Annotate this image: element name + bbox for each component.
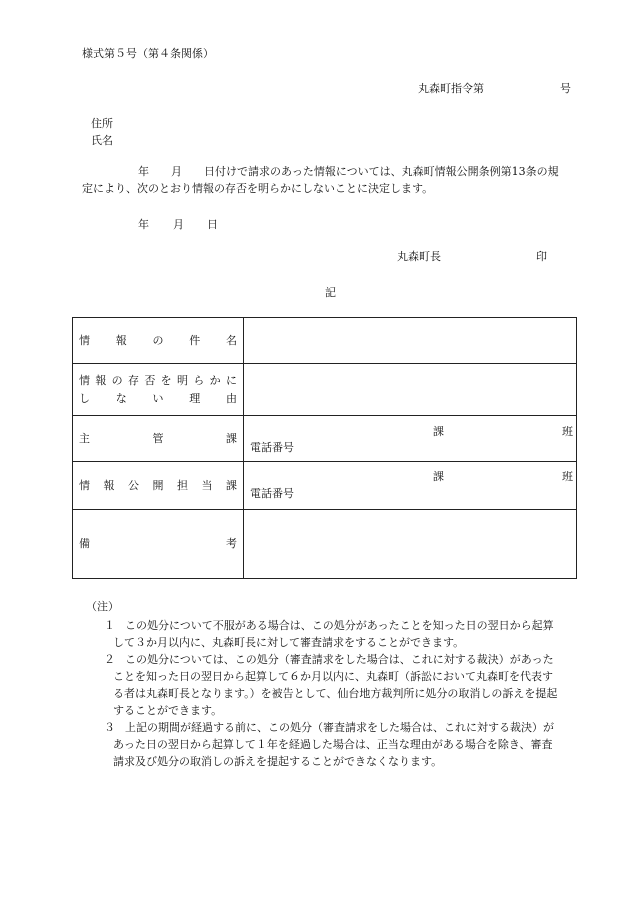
notes-heading: （注） xyxy=(86,600,119,613)
label-char: 開 xyxy=(152,478,164,492)
label-char: 理 xyxy=(189,392,201,405)
mayor-title: 丸森町長 xyxy=(397,250,441,263)
label-char: 主 xyxy=(79,431,90,445)
label-char: 報 xyxy=(103,478,115,492)
label-char: い xyxy=(152,392,164,405)
label-char: 情 xyxy=(79,333,90,347)
table-row-department xyxy=(73,416,577,462)
label-char: 管 xyxy=(152,431,164,445)
label-char: 当 xyxy=(201,478,213,492)
note-line: して３か月以内に、丸森町長に対して審査請求をすることができます。 xyxy=(113,636,465,650)
disclosure-section-label: 課 xyxy=(433,470,444,483)
label-char: し xyxy=(79,392,90,405)
intro-line-1: 年 月 日付けで請求のあった情報については、丸森町情報公開条例第13条の規 xyxy=(138,165,559,178)
reason-label-line-2 xyxy=(73,391,243,406)
label-char: の xyxy=(152,333,164,347)
label-char: ら xyxy=(193,373,205,387)
table-row-disclosure-department xyxy=(73,462,577,510)
label-char: 課 xyxy=(226,478,237,492)
date-year: 年 xyxy=(138,218,149,231)
note-line: あった日の翌日から起算して１年を経過した場合は、正当な理由がある場合を除き、審査 xyxy=(113,738,553,752)
label-char: を xyxy=(160,373,172,387)
reason-label-cell xyxy=(73,364,244,416)
note-line: この処分について不服がある場合は、この処分があったことを知った日の翌日から起算 xyxy=(125,619,554,633)
department-label-cell xyxy=(73,416,244,462)
information-table xyxy=(72,317,577,579)
directive-number-prefix: 丸森町指令第 xyxy=(418,82,484,95)
label-char: 報 xyxy=(95,373,107,387)
label-char: 明 xyxy=(176,373,188,387)
note-line: することができます。 xyxy=(113,704,223,718)
disclosure-phone-label: 電話番号 xyxy=(250,487,294,500)
label-char: 課 xyxy=(226,431,237,445)
remarks-value-cell xyxy=(244,510,577,579)
department-section-label: 課 xyxy=(433,425,444,438)
department-team-label: 班 xyxy=(562,425,573,438)
label-char: に xyxy=(225,373,237,387)
remarks-label xyxy=(73,536,243,551)
label-char: 由 xyxy=(226,392,237,405)
table-row-remarks xyxy=(73,510,577,579)
subject-label-cell xyxy=(73,318,244,364)
intro-line-2: 定により、次のとおり情報の存否を明らかにしないことに決定します。 xyxy=(82,182,434,195)
label-char: 報 xyxy=(115,333,127,347)
address-label: 住所 xyxy=(91,117,113,130)
disclosure-department-value-cell xyxy=(244,462,577,510)
note-number: ３ xyxy=(104,721,115,735)
note-line: この処分については、この処分（審査請求をした場合は、これに対する裁決）があった xyxy=(125,653,554,667)
note-line: 請求及び処分の取消しの訴えを提起することができなくなります。 xyxy=(113,755,443,769)
label-char: の xyxy=(111,373,123,387)
subject-value-cell xyxy=(244,318,577,364)
note-line: ことを知った日の翌日から起算して６か月以内に、丸森町（訴訟において丸森町を代表す xyxy=(113,670,553,684)
subject-label xyxy=(73,333,243,348)
label-char: 情 xyxy=(79,478,90,492)
label-char: か xyxy=(209,373,221,387)
note-item xyxy=(86,719,586,770)
label-char: 否 xyxy=(144,373,156,387)
reason-value-cell xyxy=(244,364,577,416)
table-row-subject xyxy=(73,318,577,364)
name-label: 氏名 xyxy=(91,134,113,147)
department-phone-label: 電話番号 xyxy=(250,441,294,454)
note-line: る者は丸森町長となります。）を被告として、仙台地方裁判所に処分の取消しの訴えを提起 xyxy=(113,687,558,701)
date-month: 月 xyxy=(173,218,184,231)
note-item xyxy=(86,651,586,719)
label-char: 備 xyxy=(79,537,90,551)
notes-section xyxy=(86,598,586,770)
table-row-reason xyxy=(73,364,577,416)
note-number: ２ xyxy=(104,653,115,667)
ki-marker: 記 xyxy=(325,286,336,299)
directive-number-suffix: 号 xyxy=(560,82,571,95)
label-char: 存 xyxy=(127,373,139,387)
department-label xyxy=(73,431,243,446)
disclosure-department-label xyxy=(73,478,243,493)
disclosure-department-label-cell xyxy=(73,462,244,510)
label-char: 情 xyxy=(79,373,90,387)
note-number: １ xyxy=(104,619,115,633)
label-char: 名 xyxy=(226,333,237,347)
label-char: な xyxy=(115,392,127,405)
department-value-cell xyxy=(244,416,577,462)
note-line: 上記の期間が経過する前に、この処分（審査請求をした場合は、これに対する裁決）が xyxy=(125,721,554,735)
reason-label-line-1 xyxy=(73,373,243,388)
label-char: 担 xyxy=(177,478,188,492)
remarks-label-cell xyxy=(73,510,244,579)
label-char: 公 xyxy=(128,478,139,492)
date-day: 日 xyxy=(207,218,218,231)
note-item xyxy=(86,617,586,651)
label-char: 考 xyxy=(226,537,237,551)
seal-mark: 印 xyxy=(536,250,547,263)
form-number-label: 様式第５号（第４条関係） xyxy=(82,47,214,60)
label-char: 件 xyxy=(189,333,201,347)
disclosure-team-label: 班 xyxy=(562,470,573,483)
